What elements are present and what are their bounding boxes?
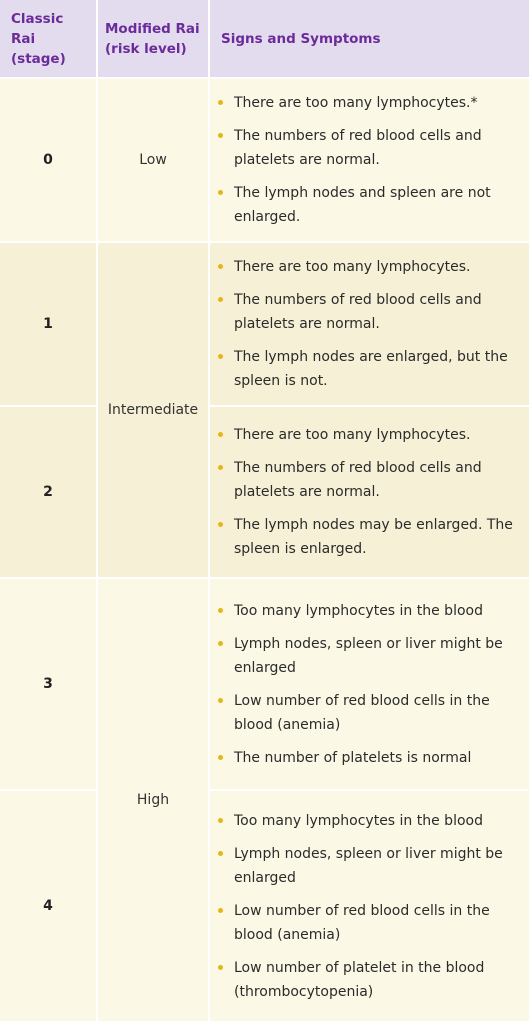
signs-list bbox=[210, 599, 529, 770]
signs-cell bbox=[209, 78, 529, 242]
sign-item: The lymph nodes are enlarged, but the spleen is not. bbox=[234, 345, 521, 393]
header-classic-rai: Classic Rai (stage) bbox=[0, 0, 97, 78]
sign-item: Too many lymphocytes in the blood bbox=[234, 599, 521, 623]
sign-item: There are too many lymphocytes.* bbox=[234, 91, 521, 115]
signs-list bbox=[210, 423, 529, 561]
signs-cell bbox=[209, 406, 529, 578]
sign-item: Too many lymphocytes in the blood bbox=[234, 809, 521, 833]
sign-item: Low number of red blood cells in the blood (anemia) bbox=[234, 899, 521, 947]
sign-item: The numbers of red blood cells and platelets are normal. bbox=[234, 456, 521, 504]
sign-item: Lymph nodes, spleen or liver might be enlarged bbox=[234, 632, 521, 680]
sign-item: The number of platelets is normal bbox=[234, 746, 521, 770]
signs-list bbox=[210, 809, 529, 1004]
table-row bbox=[0, 790, 529, 1022]
sign-item: The lymph nodes and spleen are not enlarged. bbox=[234, 181, 521, 229]
header-modified-rai: Modified Rai (risk level) bbox=[97, 0, 209, 78]
sign-item: The numbers of red blood cells and platelets are normal. bbox=[234, 288, 521, 336]
sign-item: The lymph nodes may be enlarged. The spleen is enlarged. bbox=[234, 513, 521, 561]
table-row bbox=[0, 242, 529, 406]
signs-cell bbox=[209, 790, 529, 1022]
stage-cell: 1 bbox=[0, 242, 97, 406]
signs-list bbox=[210, 91, 529, 229]
signs-list bbox=[210, 255, 529, 393]
sign-item: There are too many lymphocytes. bbox=[234, 423, 521, 447]
stage-cell: 0 bbox=[0, 78, 97, 242]
signs-cell bbox=[209, 578, 529, 790]
table-row bbox=[0, 78, 529, 242]
sign-item: Low number of red blood cells in the blood (anemia) bbox=[234, 689, 521, 737]
table-header-row bbox=[0, 0, 529, 78]
sign-item: Low number of platelet in the blood (thrombocytopenia) bbox=[234, 956, 521, 1004]
header-signs-symptoms: Signs and Symptoms bbox=[209, 0, 529, 78]
risk-cell-high: High bbox=[97, 578, 209, 1022]
risk-cell-low: Low bbox=[97, 78, 209, 242]
sign-item: Lymph nodes, spleen or liver might be enlarged bbox=[234, 842, 521, 890]
sign-item: The numbers of red blood cells and platelets are normal. bbox=[234, 124, 521, 172]
sign-item: There are too many lymphocytes. bbox=[234, 255, 521, 279]
stage-cell: 2 bbox=[0, 406, 97, 578]
table-row bbox=[0, 578, 529, 790]
risk-cell-intermediate: Intermediate bbox=[97, 242, 209, 578]
signs-cell bbox=[209, 242, 529, 406]
stage-cell: 4 bbox=[0, 790, 97, 1022]
stage-cell: 3 bbox=[0, 578, 97, 790]
table-row bbox=[0, 406, 529, 578]
